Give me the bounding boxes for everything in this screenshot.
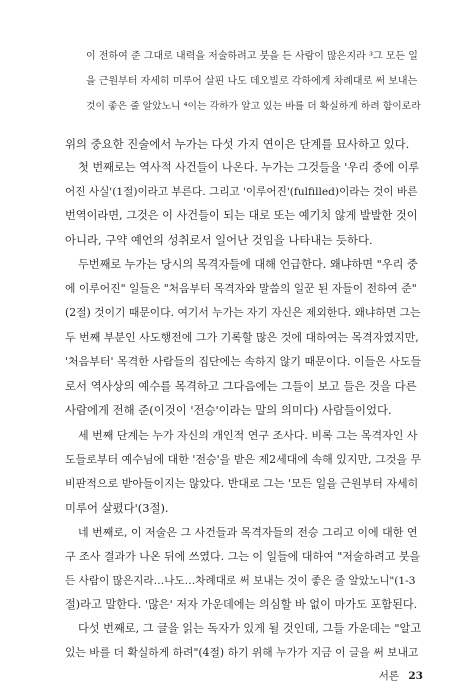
quote-line: 이 전하여 준 그대로 내력을 저술하려고 붓을 든 사람이 많은지라 ³그 모든 일 [86, 51, 418, 62]
paragraph-first-line: 네 번째로, 이 저술은 그 사건들과 목격자들의 전승 그리고 이에 대한 연 [78, 526, 418, 539]
paragraph-line: (2절) 것이기 때문이다. 여기서 누가는 자기 자신은 제외한다. 왜냐하면 그는 [65, 306, 421, 319]
paragraph-first-line: 다섯 번째로, 그 글을 읽는 독자가 있게 될 것인데, 그들 가운데는 "알고 [78, 622, 421, 635]
paragraph-first-line: 세 번째 단계는 누가 자신의 개인적 연구 조사다. 비록 그는 목격자인 사 [78, 429, 418, 442]
paragraph-line: 에 이루어진" 일들은 "처음부터 목격자와 말씀의 일꾼 된 자들이 전하여 준" [65, 282, 417, 295]
page-number: 23 [408, 670, 423, 682]
paragraph-line: 번역이라면, 그것은 이 사건들이 되는 대로 또는 예기치 않게 발발한 것이 [65, 209, 418, 222]
paragraph-line: 로서 역사상의 예수를 목격하고 그다음에는 그들이 보고 들은 것을 다른 [65, 379, 417, 393]
paragraph-first-line: 첫 번째로는 역사적 사건들이 나온다. 누가는 그것들을 '우리 중에 이루 [78, 161, 420, 174]
paragraph-line: 도들로부터 예수님에 대한 '전승'을 받은 제2세대에 속해 있지만, 그것을 무 [65, 453, 421, 466]
paragraph-line: 있는 바를 더 확실하게 하려"(4절) 하기 위해 누가가 지금 이 글을 써 보내고 [65, 646, 419, 659]
quote-line: 것이 좋은 줄 알았노니 ⁴이는 각하가 알고 있는 바를 더 확실하게 하려 함이로라 [86, 101, 421, 112]
paragraph-line: 절)라고 말한다. '많은' 저자 가운데에는 의심할 바 없이 마가도 포함된다. [65, 598, 418, 611]
paragraph-first-line: 두번째로 누가는 당시의 목격자들에 대해 언급한다. 왜냐하면 "우리 중 [78, 258, 418, 271]
quote-line: 을 근원부터 자세히 미루어 살핀 나도 데오빌로 각하에게 차례대로 써 보내는 [86, 76, 418, 87]
page-footer [379, 668, 423, 683]
paragraph-line: 미루어 살폈다'(3절). [65, 501, 169, 515]
paragraph-line: 비판적으로 받아들이지는 않았다. 반대로 그는 '모든 일을 근원부터 자세히 [65, 477, 419, 490]
paragraph-line: 아니라, 구약 예언의 성취로서 일어난 것임을 나타내는 듯하다. [65, 233, 373, 247]
paragraph-line: 사람에게 전해 준(이것이 '전승'이라는 말의 의미다) 사람들이었다. [65, 403, 392, 417]
section-label: 서론 [378, 670, 400, 682]
paragraph-line: 두 번째 부분인 사도행전에 그가 기록할 많은 것에 대하여는 목격자였지만, [65, 331, 419, 344]
paragraph-line: 구 조사 결과가 나온 뒤에 쓰였다. 그는 이 일들에 대하여 "저술하려고 붓을 [65, 550, 421, 563]
paragraph-line: 위의 중요한 진술에서 누가는 다섯 가지 연이은 단계를 묘사하고 있다. [65, 137, 410, 151]
paragraph-line: 든 사람이 많은지라…나도…차례대로 써 보내는 것이 좋은 줄 알았노니"(1-3 [65, 575, 416, 587]
paragraph-line: '처음부터' 목격한 사람들의 집단에는 속하지 않기 때문이다. 이들은 사도들 [65, 355, 421, 368]
paragraph-line: 어진 사실'(1절)이라고 부른다. 그리고 '이루어진'(fulfilled)이라는 것이 바른 [65, 186, 418, 198]
